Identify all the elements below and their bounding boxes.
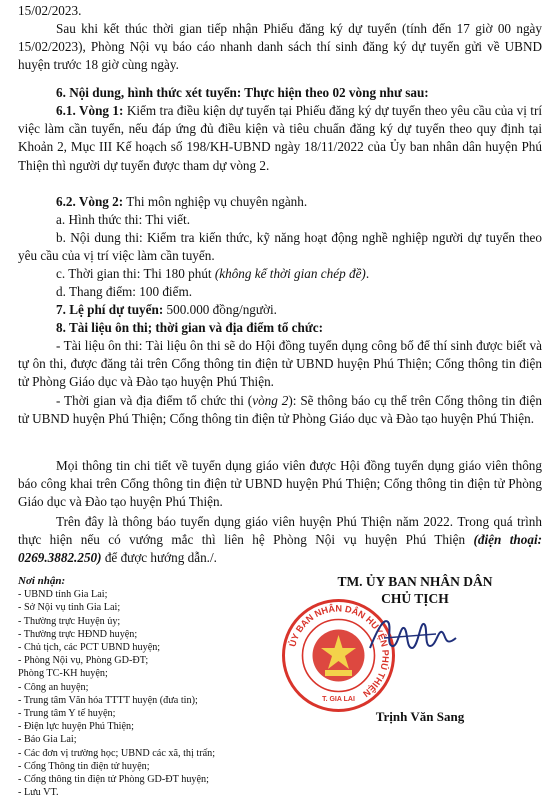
section-6-title: 6. Nội dung, hình thức xét tuyển: Thực hiện theo 02 vòng như sau:: [56, 85, 429, 100]
section-6-1-text: Kiểm tra điều kiện dự tuyển tại Phiếu đăng ký dự tuyển theo yêu cầu của vị trí việc làm cần tuyển, nếu đáp ứng đủ điều kiện và tiêu chuẩn đăng ký dự tuyển theo quy định tại Khoản 2, Mục III Kế hoạch số 198/KH-UBND ngày 18/11/2022 của Ủy ban nhân dân huyện Phú Thiện thì người dự tuyển được tham dự vòng 2.: [18, 103, 543, 173]
recipient-item: - Cổng thông tin điện tử Phòng GD-ĐT huyện;: [18, 774, 209, 786]
signer-name: Trịnh Văn Sang: [375, 709, 465, 724]
section-8-schedule-b: ): Sẽ thông báo cụ thể trên Cổng thông tin điện tử UBND huyện Phú Thiện; Cổng thông tin điện tử Phòng Giáo dục và Đào tạo huyện Phú Thiện.: [18, 393, 543, 427]
seal-sub-text: T. GIA LAI: [322, 696, 355, 703]
item-c-text: c. Thời gian thi: Thi 180 phút: [56, 266, 215, 281]
recipient-item: - Thường trực HĐND huyện;: [18, 628, 138, 640]
paragraph-information: Mọi thông tin chi tiết về tuyển dụng giáo viên được Hội đồng tuyển dụng giáo viên thông báo công khai trên Cổng thông tin điện tử UBND huyện Phú Thiện; Cổng thông tin điện tử Phòng Giáo dục và Đào tạo huyện Phú Thiện.: [18, 458, 542, 510]
section-6-1: [18, 102, 542, 175]
signature-title: TM. ỦY BAN NHÂN DÂN: [337, 574, 493, 589]
section-6-2-label: 6.2. Vòng 2:: [56, 194, 124, 209]
recipient-item: Phòng TC-KH huyện;: [18, 668, 108, 680]
signature-position: CHỦ TỊCH: [381, 591, 449, 606]
recipient-item: - Điện lực huyện Phú Thiện;: [18, 721, 134, 733]
recipient-item: - Lưu VT.: [18, 787, 59, 799]
section-8-schedule-round: vòng 2: [252, 393, 289, 408]
handwritten-signature-icon: [366, 608, 461, 663]
recipient-item: - Thường trực Huyện ủy;: [18, 615, 121, 627]
recipient-item: - Công an huyện;: [18, 681, 89, 693]
paragraph-closing: [18, 513, 542, 568]
recipient-item: - UBND tỉnh Gia Lai;: [18, 589, 108, 601]
recipient-item: - Phòng Nội vụ, Phòng GD-ĐT;: [18, 655, 149, 667]
recipient-item: - Sở Nội vụ tỉnh Gia Lai;: [18, 602, 121, 614]
section-8-title: 8. Tài liệu ôn thi; thời gian và địa điểm tổ chức:: [56, 320, 324, 335]
section-6-2-text: Thi môn nghiệp vụ chuyên ngành.: [123, 194, 308, 209]
recipients-heading: Nơi nhận:: [18, 575, 66, 587]
date-continuation: 15/02/2023.: [18, 3, 82, 18]
item-d: d. Thang điểm: 100 điểm.: [56, 284, 193, 299]
recipient-item: - Các đơn vị trường học; UBND các xã, thị trấn;: [18, 747, 216, 759]
section-7: [18, 301, 542, 319]
section-8-schedule: [18, 392, 542, 428]
section-6-2: [18, 193, 542, 211]
recipient-item: - Trung tâm Văn hóa TTTT huyện (đưa tin);: [18, 694, 198, 706]
recipient-item: - Cổng Thông tin điện tử huyện;: [18, 760, 150, 772]
section-7-text: 500.000 đồng/người.: [163, 302, 277, 317]
item-c-end: .: [365, 266, 370, 281]
closing-end: để được hướng dẫn./.: [101, 550, 217, 566]
recipient-item: - Trung tâm Y tế huyện;: [18, 708, 116, 720]
paragraph-registration: Sau khi kết thúc thời gian tiếp nhận Phiếu đăng ký dự tuyển (tính đến 17 giờ 00 ngày 15/02/2023), Phòng Nội vụ báo cáo nhanh danh sách thí sinh đăng ký dự tuyển gửi về UBND huyện trước 18 giờ cùng ngày.: [18, 21, 542, 73]
section-8-schedule-a: - Thời gian và địa điểm tổ chức thi (: [56, 393, 253, 408]
item-c: [18, 265, 542, 283]
section-8-materials: - Tài liệu ôn thi: Tài liệu ôn thi sẽ do Hội đồng tuyển dụng công bố để thí sinh được biết và tự ôn thi, được đăng tải trên Cổng thông tin điện tử UBND huyện Phú Thiện; Cổng thông tin điện tử Phòng Giáo dục và Đào tạo huyện Phú Thiện.: [18, 338, 542, 390]
closing-text: Trên đây là thông báo tuyển dụng giáo viên huyện Phú Thiện năm 2022. Trong quá trình thực hiện nếu có vướng mắc thì liên hệ Phòng Nội vụ huyện Phú Thiện: [18, 514, 542, 548]
section-7-label: 7. Lệ phí dự tuyển:: [56, 302, 164, 317]
item-c-note: (không kể thời gian chép đề): [214, 266, 366, 281]
item-a: a. Hình thức thi: Thi viết.: [56, 212, 190, 227]
closing-phone: (điện thoại: 0269.3882.250): [18, 532, 542, 566]
seal-text: ỦY BAN NHÂN DÂN HUYỆN PHÚ THIỆN: [287, 603, 391, 699]
recipient-item: - Chủ tịch, các PCT UBND huyện;: [18, 642, 161, 654]
recipients-list: [18, 575, 288, 799]
item-b: b. Nội dung thi: Kiểm tra kiến thức, kỹ năng hoạt động nghề nghiệp người dự tuyển theo yêu cầu của vị trí việc làm cần tuyển.: [18, 230, 542, 264]
section-6-1-label: 6.1. Vòng 1:: [56, 103, 124, 118]
recipient-item: - Báo Gia Lai;: [18, 734, 77, 746]
